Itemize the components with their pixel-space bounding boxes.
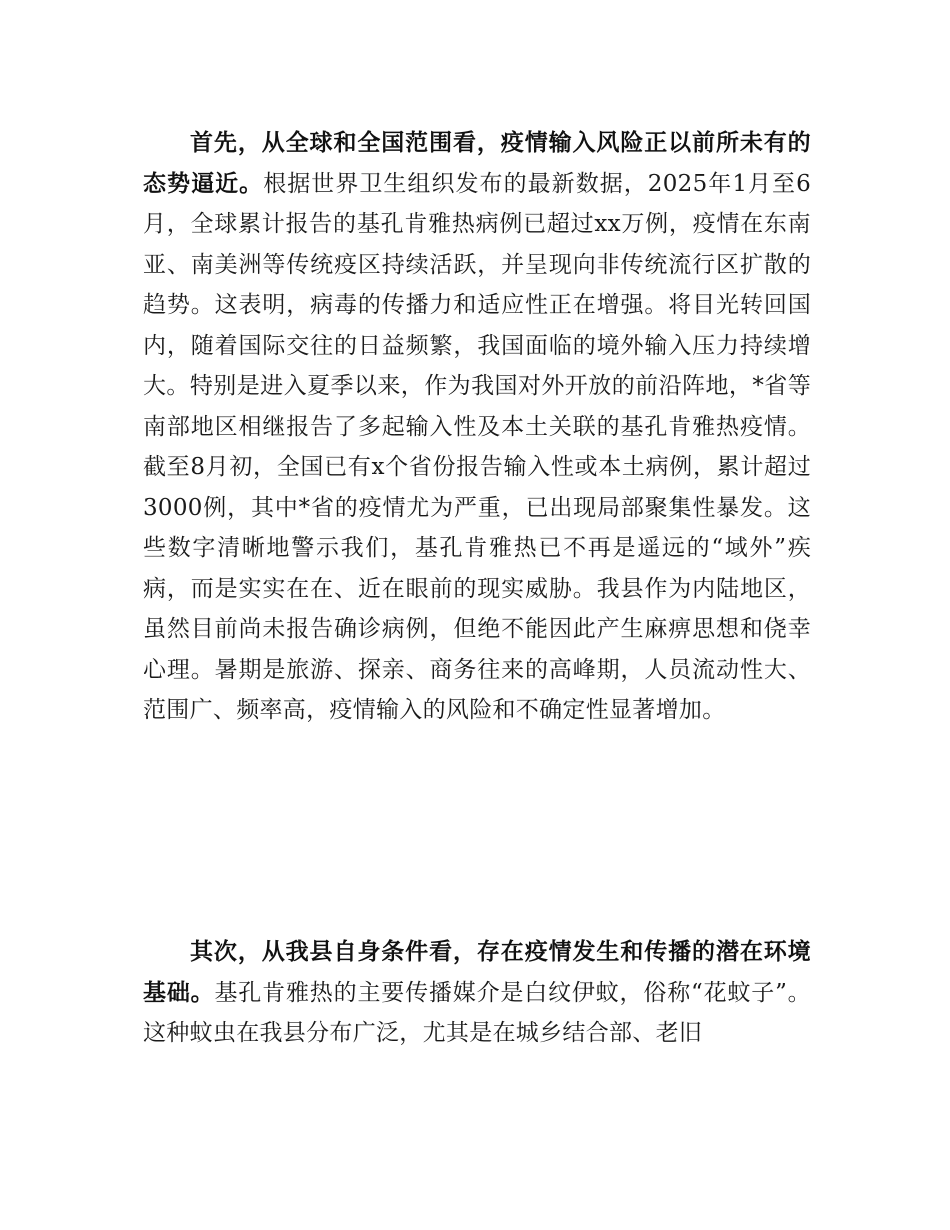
paragraph-body-text: 基孔肯雅热的主要传播媒介是白纹伊蚊，俗称“花蚊子”。这种蚊虫在我县分布广泛，尤其是在城乡结合部、老旧 [143,979,811,1046]
paragraph-global-risk [143,123,811,731]
paragraph-local-conditions [143,932,811,1054]
paragraph-lead-heading: 其次，从我县自身条件看，存在疫情发生和传播的潜在环境基础。 [143,939,811,1006]
paragraph-lead-heading: 首先，从全球和全国范围看，疫情输入风险正以前所未有的态势逼近。 [143,130,811,197]
paragraph-body-text: 根据世界卫生组织发布的最新数据，2025年1月至6月，全球累计报告的基孔肯雅热病例已超过xx万例，疫情在东南亚、南美洲等传统疫区持续活跃，并呈现向非传统流行区扩散的趋势。这表明，病毒的传播力和适应性正在增强。将目光转回国内，随着国际交往的日益频繁，我国面临的境外输入压力持续增大。特别是进入夏季以来，作为我国对外开放的前沿阵地，*省等南部地区相继报告了多起输入性及本土关联的基孔肯雅热疫情。截至8月初，全国已有x个省份报告输入性或本土病例，累计超过3000例，其中*省的疫情尤为严重，已出现局部聚集性暴发。这些数字清晰地警示我们，基孔肯雅热已不再是遥远的“域外”疾病，而是实实在在、近在眼前的现实威胁。我县作为内陆地区，虽然目前尚未报告确诊病例，但绝不能因此产生麻痹思想和侥幸心理。暑期是旅游、探亲、商务往来的高峰期，人员流动性大、范围广、频率高，疫情输入的风险和不确定性显著增加。 [143,170,812,723]
